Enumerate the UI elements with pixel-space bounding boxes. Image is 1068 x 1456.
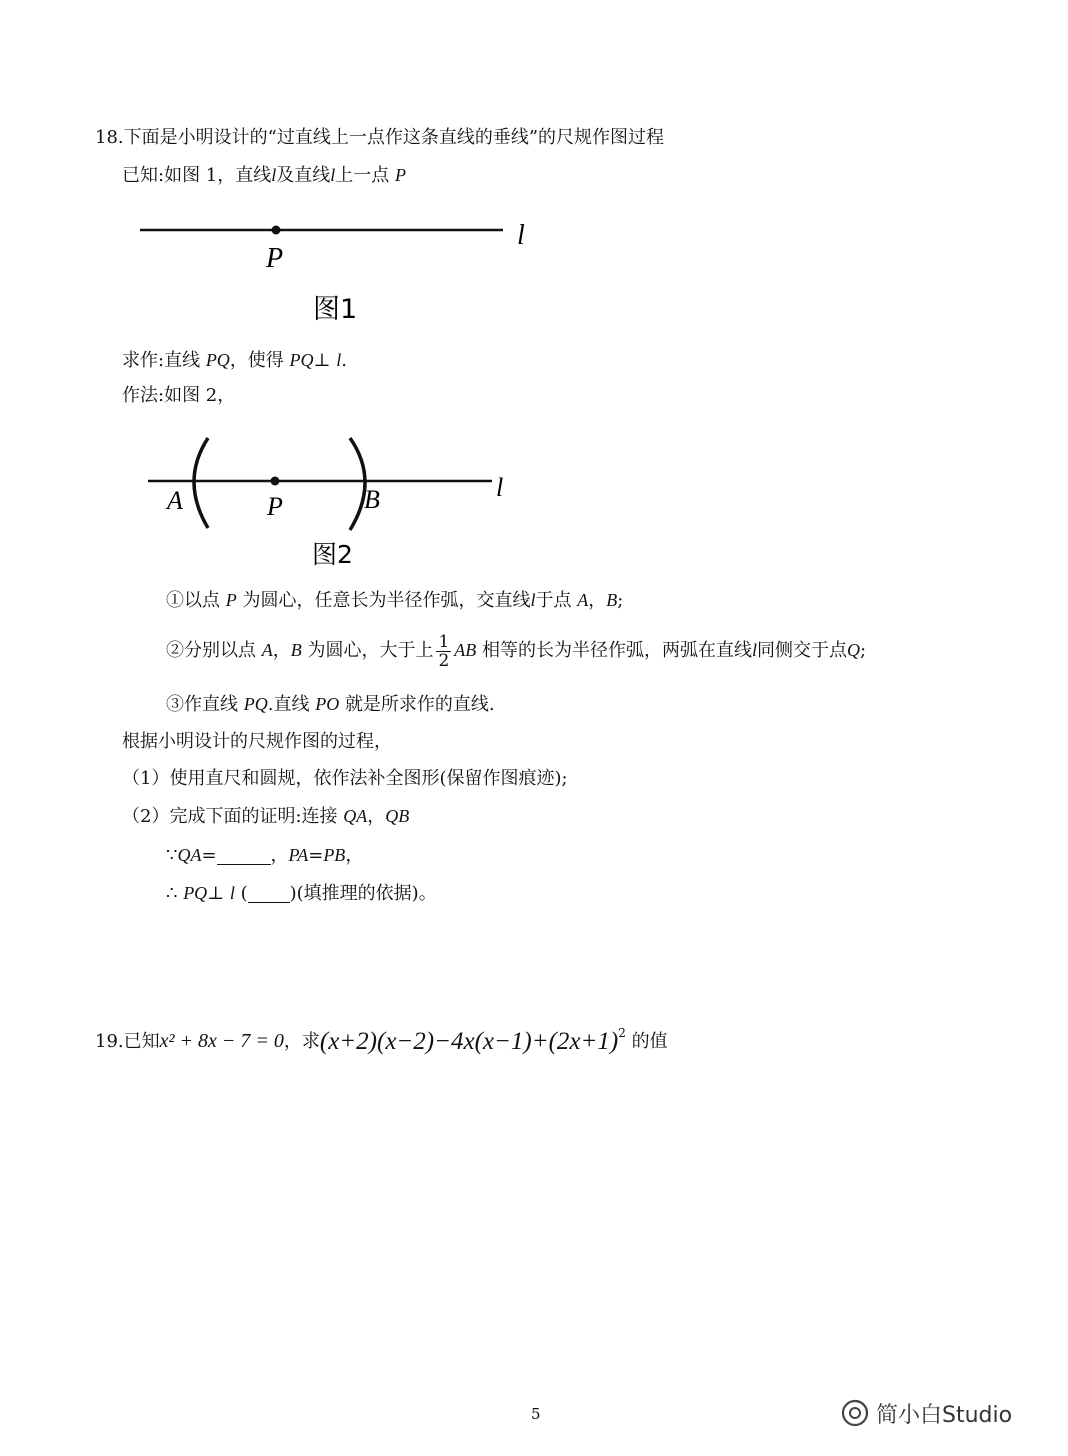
step-text: 为圆心，大于上 [307,640,434,661]
label-B: B [364,485,380,514]
step-text: 为圆心，任意长为半径作弧，交直线 [242,590,531,611]
step-text: ①以点 [166,590,220,611]
label-P: P [267,492,283,521]
q18-part-1: （1）使用直尺和圆规，依作法补全图形(保留作图痕迹); [122,768,568,789]
q19-mid: ，求 [283,1031,320,1052]
equals-sign: = [308,845,324,866]
figure-2-caption: 图2 [312,540,353,569]
therefore-symbol: ∴ [166,883,178,904]
var-Q: Q [847,640,861,660]
label-l: l [496,473,504,502]
var-A: A [261,640,273,660]
q18-require [122,348,347,373]
comma: ， [588,590,607,611]
label-P: P [266,243,284,274]
var-l: l [336,350,342,370]
q19-equation: x² + 8x − 7 = 0 [159,1030,284,1052]
q18-title: 18.下面是小明设计的“过直线上一点作这条直线的垂线”的尺规作图过程 [95,127,665,148]
var-PQ: PQ [205,350,230,370]
known-text-mid: 及直线 [276,165,331,186]
step-text: 于点 [535,590,572,611]
equals-sign: = [201,845,217,866]
figure-2 [140,430,530,575]
step-text: 相等的长为半径作弧，两弧在直线 [482,640,753,661]
require-text-mid: ，使得 [229,350,284,371]
perp-symbol: ⊥ [313,350,331,371]
fraction-one-half [436,633,451,670]
var-B: B [290,640,302,660]
var-l: l [530,590,536,610]
q19-prefix: 19.已知 [95,1031,160,1052]
known-text: 已知:如图 1，直线 [122,165,272,186]
q18-step-3 [166,692,495,717]
q18-therefore [166,881,437,906]
var-l: l [330,165,336,185]
var-PB: PB [323,845,346,865]
because-symbol: ∵ [166,845,178,866]
answer-blank-2[interactable] [248,884,290,903]
comma: ， [367,806,386,827]
var-PQ: PQ [289,350,314,370]
var-PA: PA [288,845,309,865]
var-B: B [606,590,618,610]
q19-exponent: 2 [618,1026,626,1040]
reason-hint: )(填推理的依据)。 [289,883,437,904]
page-number: 5 [531,1405,541,1423]
fraction-denominator: 2 [438,650,450,671]
var-PQ: PQ [243,694,268,714]
point-P [272,226,281,235]
q18-known [122,163,406,188]
semicolon: ; [860,640,867,661]
step-text: 就是所求作的直线. [344,694,495,715]
var-l: l [229,883,235,903]
var-QA: QA [343,806,368,826]
require-text: 求作:直线 [122,350,201,371]
fraction-numerator: 1 [438,631,450,652]
var-PO: PO [315,694,340,714]
step-text: 同侧交于点 [757,640,848,661]
comma: ， [272,640,291,661]
watermark-text: 简小白Studio [876,1402,1013,1428]
step-text: ③作直线 [166,694,238,715]
step-text: .直线 [267,694,310,715]
q19-suffix: 的值 [631,1031,668,1052]
comma: ， [345,845,364,866]
watermark [840,1393,1040,1433]
var-PQ: PQ [183,883,208,903]
period: . [341,350,347,371]
q19-expression: (x+2)(x−2)−4x(x−1)+(2x+1) [319,1028,619,1055]
arc-B [350,438,365,530]
q18-step-1 [166,588,623,613]
label-A: A [167,486,183,515]
var-QA: QA [177,845,202,865]
var-AB: AB [454,640,477,660]
arc-A [194,438,208,528]
q18-because [166,843,363,868]
figure-1-caption: 图1 [313,294,358,325]
var-P: P [225,590,237,610]
perp-symbol: ⊥ [207,883,225,904]
q18-method: 作法:如图 2， [122,385,236,406]
point-P [271,477,280,486]
label-l: l [517,220,525,251]
q19 [95,1018,668,1057]
semicolon: ; [617,590,624,611]
q18-step-2 [166,630,866,671]
known-text-suffix: 上一点 [335,165,390,186]
figure-1 [130,205,550,335]
var-l: l [752,640,758,660]
part2-text: （2）完成下面的证明:连接 [122,806,338,827]
var-QB: QB [385,806,410,826]
wechat-icon [840,1398,870,1428]
var-l: l [271,165,277,185]
var-P: P [395,165,407,185]
comma: ， [270,845,289,866]
q18-part-2 [122,804,409,829]
var-A: A [577,590,589,610]
open-paren: ( [240,883,248,904]
step-text: ②分别以点 [166,640,256,661]
answer-blank-1[interactable] [217,846,271,865]
q18-based-on: 根据小明设计的尺规作图的过程， [122,731,392,752]
